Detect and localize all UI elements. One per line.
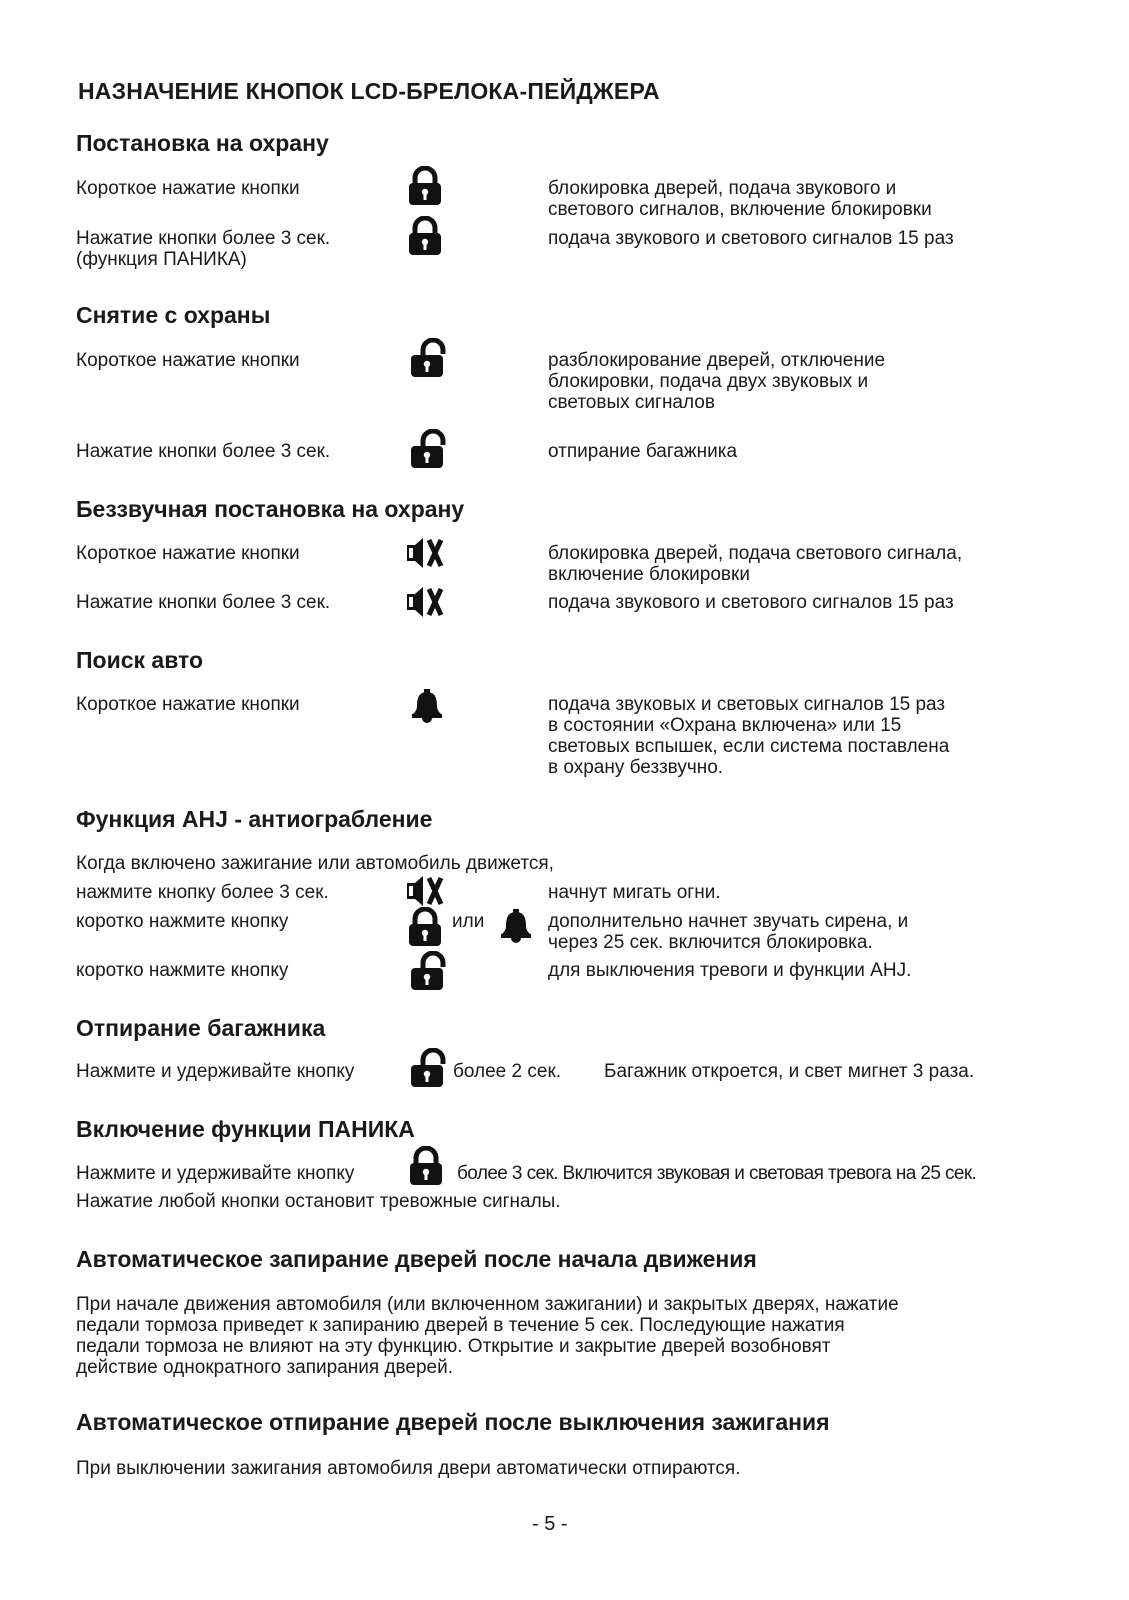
lock-closed-icon (406, 907, 444, 947)
lock-open-icon (408, 1048, 446, 1088)
silent-heading: Беззвучная постановка на охрану (76, 496, 465, 522)
silent-row2-result: подача звукового и светового сигналов 15 раз (548, 592, 954, 613)
autounlock-heading: Автоматическое отпирание дверей после выключения зажигания (76, 1409, 830, 1435)
arm-heading: Постановка на охрану (76, 130, 329, 156)
ahj-row1-result: начнут мигать огни. (548, 882, 721, 903)
disarm-row2-action: Нажатие кнопки более 3 сек. (76, 441, 331, 462)
arm-row1-result: блокировка дверей, подача звукового и светового сигналов, включение блокировки (548, 178, 932, 220)
page-number: - 5 - (532, 1513, 568, 1535)
panic-heading: Включение функции ПАНИКА (76, 1116, 415, 1142)
lock-open-icon (408, 429, 446, 469)
trunk-heading: Отпирание багажника (76, 1015, 326, 1041)
speaker-mute-icon (404, 585, 446, 619)
lock-open-icon (408, 338, 446, 378)
disarm-row1-action: Короткое нажатие кнопки (76, 350, 300, 371)
search-row1-action: Короткое нажатие кнопки (76, 694, 300, 715)
arm-row2-result: подача звукового и светового сигналов 15 раз (548, 228, 954, 249)
silent-row1-result: блокировка дверей, подача светового сигнала, включение блокировки (548, 543, 963, 585)
disarm-heading: Снятие с охраны (76, 302, 271, 328)
panic-text-c: Нажатие любой кнопки остановит тревожные сигналы. (76, 1191, 561, 1212)
arm-row1-action: Короткое нажатие кнопки (76, 178, 300, 199)
arm-row2-action: Нажатие кнопки более 3 сек. (функция ПАНИКА) (76, 228, 331, 270)
silent-row1-action: Короткое нажатие кнопки (76, 543, 300, 564)
trunk-text-c: Багажник откроется, и свет мигнет 3 раза. (604, 1061, 975, 1082)
autolock-text: При начале движения автомобиля (или включенном зажигании) и закрытых дверях, нажатие педали тормоза приведет к запиранию дверей в течение 5 сек. Последующие нажатия педали тормоза не влияют на эту функцию. Открытие и закрытие дверей возобновят действие однократного запирания дверей. (76, 1294, 899, 1378)
ahj-or-label: или (452, 911, 485, 932)
lock-closed-icon (406, 216, 444, 256)
search-row1-result: подача звуковых и световых сигналов 15 раз в состоянии «Охрана включена» или 15 световых вспышек, если система поставлена в охрану беззвучно. (548, 694, 950, 778)
lock-closed-icon (407, 1146, 445, 1186)
panic-text-a: Нажмите и удерживайте кнопку (76, 1163, 355, 1184)
ahj-row2-result: дополнительно начнет звучать сирена, и через 25 сек. включится блокировка. (548, 911, 909, 953)
autolock-heading: Автоматическое запирание дверей после начала движения (76, 1246, 757, 1272)
bell-icon (498, 908, 534, 944)
ahj-row2-action: коротко нажмите кнопку (76, 911, 289, 932)
speaker-mute-icon (404, 536, 446, 570)
lock-open-icon (408, 951, 446, 991)
autounlock-text: При выключении зажигания автомобиля двери автоматически отпираются. (76, 1458, 741, 1479)
trunk-text-b: более 2 сек. (453, 1061, 562, 1082)
trunk-text-a: Нажмите и удерживайте кнопку (76, 1061, 355, 1082)
bell-icon (409, 688, 445, 724)
search-heading: Поиск авто (76, 647, 204, 673)
panic-text-b: более 3 сек. Включится звуковая и световая тревога на 25 сек. (457, 1163, 977, 1184)
disarm-row1-result: разблокирование дверей, отключение блокировки, подача двух звуковых и световых сигналов (548, 350, 886, 413)
ahj-row1-action: нажмите кнопку более 3 сек. (76, 882, 329, 903)
lock-closed-icon (406, 166, 444, 206)
ahj-row3-result: для выключения тревоги и функции AHJ. (548, 960, 912, 981)
silent-row2-action: Нажатие кнопки более 3 сек. (76, 592, 331, 613)
ahj-row3-action: коротко нажмите кнопку (76, 960, 289, 981)
page-title: НАЗНАЧЕНИЕ КНОПОК LCD-БРЕЛОКА-ПЕЙДЖЕРА (78, 78, 660, 104)
speaker-mute-icon (404, 874, 446, 908)
disarm-row2-result: отпирание багажника (548, 441, 738, 462)
ahj-heading: Функция AHJ - антиограбление (76, 806, 433, 832)
ahj-intro: Когда включено зажигание или автомобиль движется, (76, 853, 554, 874)
